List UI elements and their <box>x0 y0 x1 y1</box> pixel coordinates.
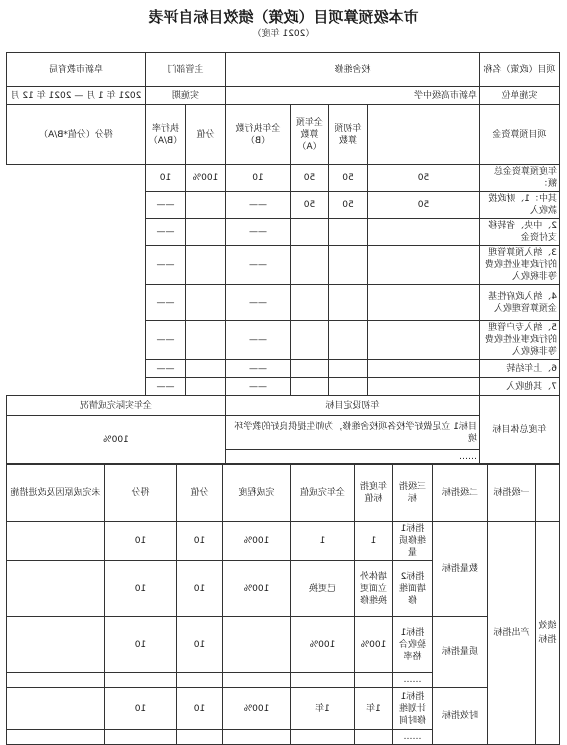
col-score-val: 分值 <box>185 105 225 165</box>
indicator-done <box>291 673 355 688</box>
fund-row-full <box>329 219 368 246</box>
indicator-target: 1年 <box>355 688 393 730</box>
indicator-score: 10 <box>105 561 177 617</box>
fund-row-val: —— <box>225 360 290 378</box>
indicator-lvl3: 指标1 维修质量 <box>393 522 433 561</box>
output-indicator-label: 产出指标 <box>488 522 536 745</box>
fund-row-label: 5、纳入专户管理的行政事业性收费等非税收入 <box>480 321 560 360</box>
indicator-target <box>355 673 393 688</box>
col-full-done: 全年完成值 <box>291 464 355 522</box>
fund-row-rate <box>185 246 225 285</box>
indicator-lvl2: 数量指标 <box>433 522 488 617</box>
indicator-score: 10 <box>105 522 177 561</box>
fund-row <box>6 378 559 396</box>
fund-row-val: —— <box>225 285 290 321</box>
fund-row-budget <box>368 285 480 321</box>
goals-content-row <box>6 416 559 450</box>
indicator-row <box>7 522 560 561</box>
fund-row-budget <box>368 321 480 360</box>
goals-section-label: 年度总体目标 <box>480 396 560 465</box>
indicator-degree <box>223 730 291 745</box>
indicator-val: 10 <box>177 688 223 730</box>
indicator-val: 10 <box>177 561 223 617</box>
col-score: 得分（分值*B/A） <box>6 105 145 165</box>
period: 2021 年 1 月 — 2021 年 12 月 <box>6 87 145 105</box>
fund-row-val: —— <box>225 321 290 360</box>
fund-row-budget <box>368 246 480 285</box>
fund-row-budget <box>368 219 480 246</box>
indicator-done: 1年 <box>291 688 355 730</box>
indicator-target: 墙体外立面更换维修 <box>355 561 393 617</box>
indicator-table <box>6 463 560 745</box>
fund-row-score: —— <box>145 378 185 396</box>
fund-row-label: 其中：1、财政拨款收入 <box>480 192 560 219</box>
indicator-done: 1 <box>291 522 355 561</box>
fund-row-rate <box>185 285 225 321</box>
fund-row-label: 6、上年结转 <box>480 360 560 378</box>
fund-row-val: —— <box>225 192 290 219</box>
dept-label: 主管部门 <box>145 53 225 87</box>
fund-row-exec <box>291 321 329 360</box>
fund-row-rate <box>185 321 225 360</box>
fund-row-label: 年度预算资金总额： <box>480 165 560 192</box>
year-note: （2021 年度） <box>252 29 315 39</box>
project-name-row <box>6 53 559 87</box>
fund-row-val: —— <box>225 378 290 396</box>
indicator-reason <box>7 673 105 688</box>
fund-row-exec: 50 <box>291 165 329 192</box>
fund-row-val: 10 <box>225 165 290 192</box>
indicator-done <box>291 730 355 745</box>
fund-row <box>6 165 559 192</box>
fund-row-score: —— <box>145 192 185 219</box>
fund-rows <box>6 165 559 396</box>
project-name: 校舍维修 <box>225 53 479 87</box>
fund-row-rate <box>185 360 225 378</box>
fund-row-score: —— <box>145 285 185 321</box>
fund-row <box>6 246 559 285</box>
fund-row-exec <box>291 378 329 396</box>
indicator-degree <box>223 673 291 688</box>
fund-row-score: —— <box>145 321 185 360</box>
fund-row-score: —— <box>145 246 185 285</box>
fund-row-rate: 100% <box>185 165 225 192</box>
indicator-degree: 100% <box>223 561 291 617</box>
col-done-degree: 完成程度 <box>223 464 291 522</box>
impl-unit-label: 实施单位 <box>480 87 560 105</box>
indicator-reason <box>7 730 105 745</box>
col-lvl3: 三级指标 <box>393 464 433 522</box>
col-ind-score: 得分 <box>105 464 177 522</box>
fund-row-label: 4、纳入政府性基金预算管理收入 <box>480 285 560 321</box>
performance-indicator-label: 绩效指标 <box>536 522 560 745</box>
fund-row-exec: 50 <box>291 192 329 219</box>
goals-header-row <box>6 396 559 416</box>
indicator-target: 100% <box>355 617 393 673</box>
project-name-label: 项目（政策）名称 <box>480 53 560 87</box>
indicator-done: 100% <box>291 617 355 673</box>
fund-row-budget <box>368 378 480 396</box>
indicator-lvl2: 时效指标 <box>433 688 488 745</box>
fund-row <box>6 219 559 246</box>
indicator-lvl3: 指标1 计划维修时间 <box>393 688 433 730</box>
fund-row-rate <box>185 378 225 396</box>
indicator-score: 10 <box>105 617 177 673</box>
fund-row-score: 10 <box>145 165 185 192</box>
fund-row-full <box>329 378 368 396</box>
indicator-degree: 100% <box>223 688 291 730</box>
fund-row-budget <box>368 360 480 378</box>
indicator-rows <box>7 522 560 745</box>
fund-row-label: 3、纳入预算管理的行政事业性收费等非税收入 <box>480 246 560 285</box>
funds-section-label: 项目预算资金 <box>480 105 560 165</box>
indicator-degree <box>223 617 291 673</box>
indicator-header-spacer <box>536 464 560 522</box>
fund-row-exec <box>291 285 329 321</box>
fund-row-score: —— <box>145 360 185 378</box>
indicator-lvl3: …… <box>393 673 433 688</box>
indicator-done: 已更换 <box>291 561 355 617</box>
indicator-degree: 100% <box>223 522 291 561</box>
col-lvl1: 一级指标 <box>488 464 536 522</box>
col-lvl2: 二级指标 <box>433 464 488 522</box>
fund-row-full <box>329 246 368 285</box>
fund-row-full: 50 <box>329 192 368 219</box>
indicator-reason <box>7 522 105 561</box>
indicator-val <box>177 730 223 745</box>
fund-row-exec <box>291 219 329 246</box>
col-exec: 全年执行数（B） <box>225 105 290 165</box>
fund-row-full: 50 <box>329 165 368 192</box>
indicator-target: 1 <box>355 522 393 561</box>
fund-row <box>6 285 559 321</box>
fund-row-rate <box>185 192 225 219</box>
indicator-reason <box>7 617 105 673</box>
fund-row-exec <box>291 246 329 285</box>
indicator-header-row <box>7 464 560 522</box>
indicator-reason <box>7 561 105 617</box>
goals-col-actual: 全年实际完成情况 <box>6 396 225 416</box>
impl-unit: 阜新市高级中学 <box>225 87 479 105</box>
col-reason: 未完成原因及改进措施 <box>7 464 105 522</box>
indicator-score: 10 <box>105 688 177 730</box>
indicator-row <box>7 617 560 673</box>
indicator-lvl2: 质量指标 <box>433 617 488 688</box>
indicator-lvl3: 指标2 墙面维修 <box>393 561 433 617</box>
indicator-val: 10 <box>177 617 223 673</box>
fund-row-label: 2、中央、省转移支付资金 <box>480 219 560 246</box>
col-val: 分值 <box>177 464 223 522</box>
fund-row <box>6 192 559 219</box>
indicator-row <box>7 688 560 730</box>
fund-row-full <box>329 321 368 360</box>
fund-row-budget: 50 <box>368 192 480 219</box>
col-budget: 年初预算数 <box>329 105 368 165</box>
col-target: 年度指标值 <box>355 464 393 522</box>
fund-row-exec <box>291 360 329 378</box>
indicator-lvl3: 指标1 验收合格率 <box>393 617 433 673</box>
page-title: 市本级预算项目（政策）绩效目标自评表 <box>148 8 419 26</box>
indicator-score <box>105 673 177 688</box>
impl-row <box>6 87 559 105</box>
fund-row-score: —— <box>145 219 185 246</box>
fund-row-full <box>329 285 368 321</box>
funds-header-item <box>368 105 480 165</box>
col-full: 全年预算数（A） <box>291 105 329 165</box>
fund-row-rate <box>185 219 225 246</box>
indicator-val: 10 <box>177 522 223 561</box>
col-rate: 执行率（B/A） <box>145 105 185 165</box>
period-label: 实施期 <box>145 87 225 105</box>
goals-plan-text: 目标1 立足做好学校各项校舍维修，为师生提供良好的教学环境 <box>225 416 479 450</box>
goals-col-plan: 年初设定目标 <box>225 396 479 416</box>
goals-actual-text: 100% <box>6 416 225 465</box>
fund-row-val: —— <box>225 219 290 246</box>
funds-header-row <box>6 105 559 165</box>
fund-row-label: 7、其他收入 <box>480 378 560 396</box>
dept: 阜新市教育局 <box>6 53 145 87</box>
indicator-score <box>105 730 177 745</box>
indicator-reason <box>7 688 105 730</box>
fund-row <box>6 360 559 378</box>
fund-row <box>6 321 559 360</box>
indicator-val <box>177 673 223 688</box>
main-table <box>6 52 560 465</box>
goals-plan-more: …… <box>225 450 479 465</box>
fund-row-full <box>329 360 368 378</box>
indicator-target <box>355 730 393 745</box>
indicator-lvl3: …… <box>393 730 433 745</box>
fund-row-val: —— <box>225 246 290 285</box>
fund-row-budget: 50 <box>368 165 480 192</box>
